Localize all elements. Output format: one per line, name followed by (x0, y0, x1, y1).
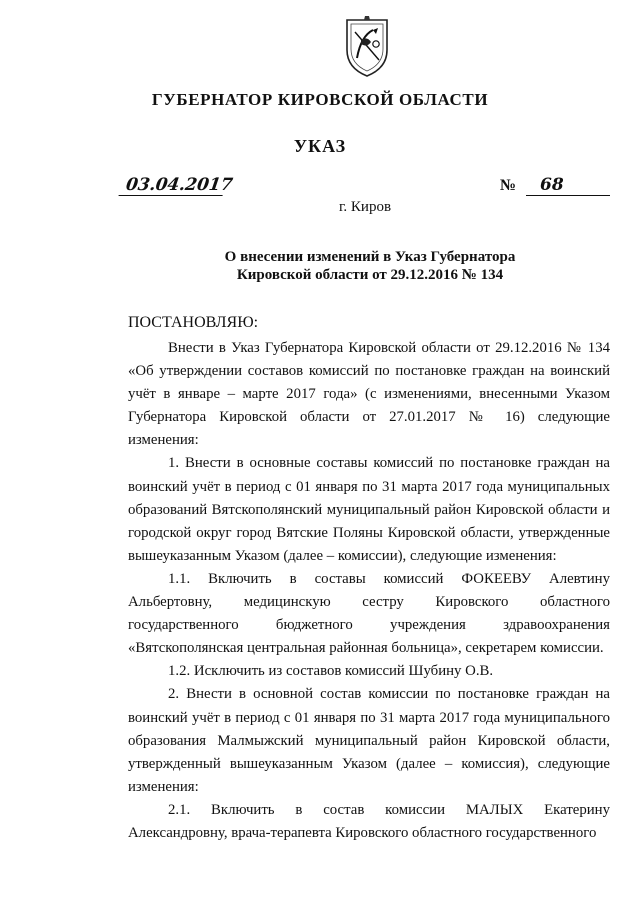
paragraph-2: 2. Внести в основной состав комиссии по постановке граждан на воинский учёт в период с 01 января по 31 марта 2017 года муниципального образования Малмыжский муниципальный район Кировской области, утвержденный вышеуказанным Указом (далее – комиссия), следующие изменения: (128, 686, 610, 795)
decree-word: ПОСТАНОВЛЯЮ: (128, 314, 259, 331)
coat-of-arms-icon (343, 14, 391, 78)
document-body (128, 337, 610, 845)
subject-line-2: Кировской области от 29.12.2016 № 134 (236, 267, 504, 283)
paragraph-1-2: 1.2. Исключить из составов комиссий Шубину О.В. (168, 663, 494, 680)
document-number (500, 175, 610, 196)
paragraph-2-1: 2.1. Включить в состав комиссии МАЛЫХ Екатерину Александровну, врача-терапевта Кировского областного государственного (128, 801, 610, 841)
document-subject (0, 248, 640, 284)
subject-line-1: О внесении изменений в Указ Губернатора (224, 249, 516, 265)
document-type: УКАЗ (293, 136, 347, 156)
number-sign: № (500, 177, 517, 194)
paragraph-1-1: 1.1. Включить в составы комиссий ФОКЕЕВУ Алевтину Альбертовну, медицинскую сестру Кировского областного государственного бюджетного учреждения здравоохранения «Вятскополянская центральная районная больница», секретарем комиссии. (128, 570, 610, 657)
number-value: 68 (526, 175, 610, 196)
issuing-authority: ГУБЕРНАТОР КИРОВСКОЙ ОБЛАСТИ (151, 90, 489, 109)
paragraph-intro: Внести в Указ Губернатора Кировской области от 29.12.2016 № 134 «Об утверждении составов комиссий по постановке граждан на воинский учёт в январе – марте 2017 года» (с изменениями, внесенными Указом Губернатора Кировской области от 27.01.2017 № 16) следующие изменения: (128, 340, 610, 449)
paragraph-1: 1. Внести в основные составы комиссий по постановке граждан на воинский учёт в период с 01 января по 31 марта 2017 года муниципальных образований Вятскополянский муниципальный район Кировской области и городской округ город Вятские Поляны Кировской области, утвержденные вышеуказанным Указом (далее – комиссии), следующие изменения: (128, 455, 610, 564)
place-of-issue: г. Киров (338, 199, 392, 215)
document-date: 03.04.2017 (119, 175, 226, 196)
